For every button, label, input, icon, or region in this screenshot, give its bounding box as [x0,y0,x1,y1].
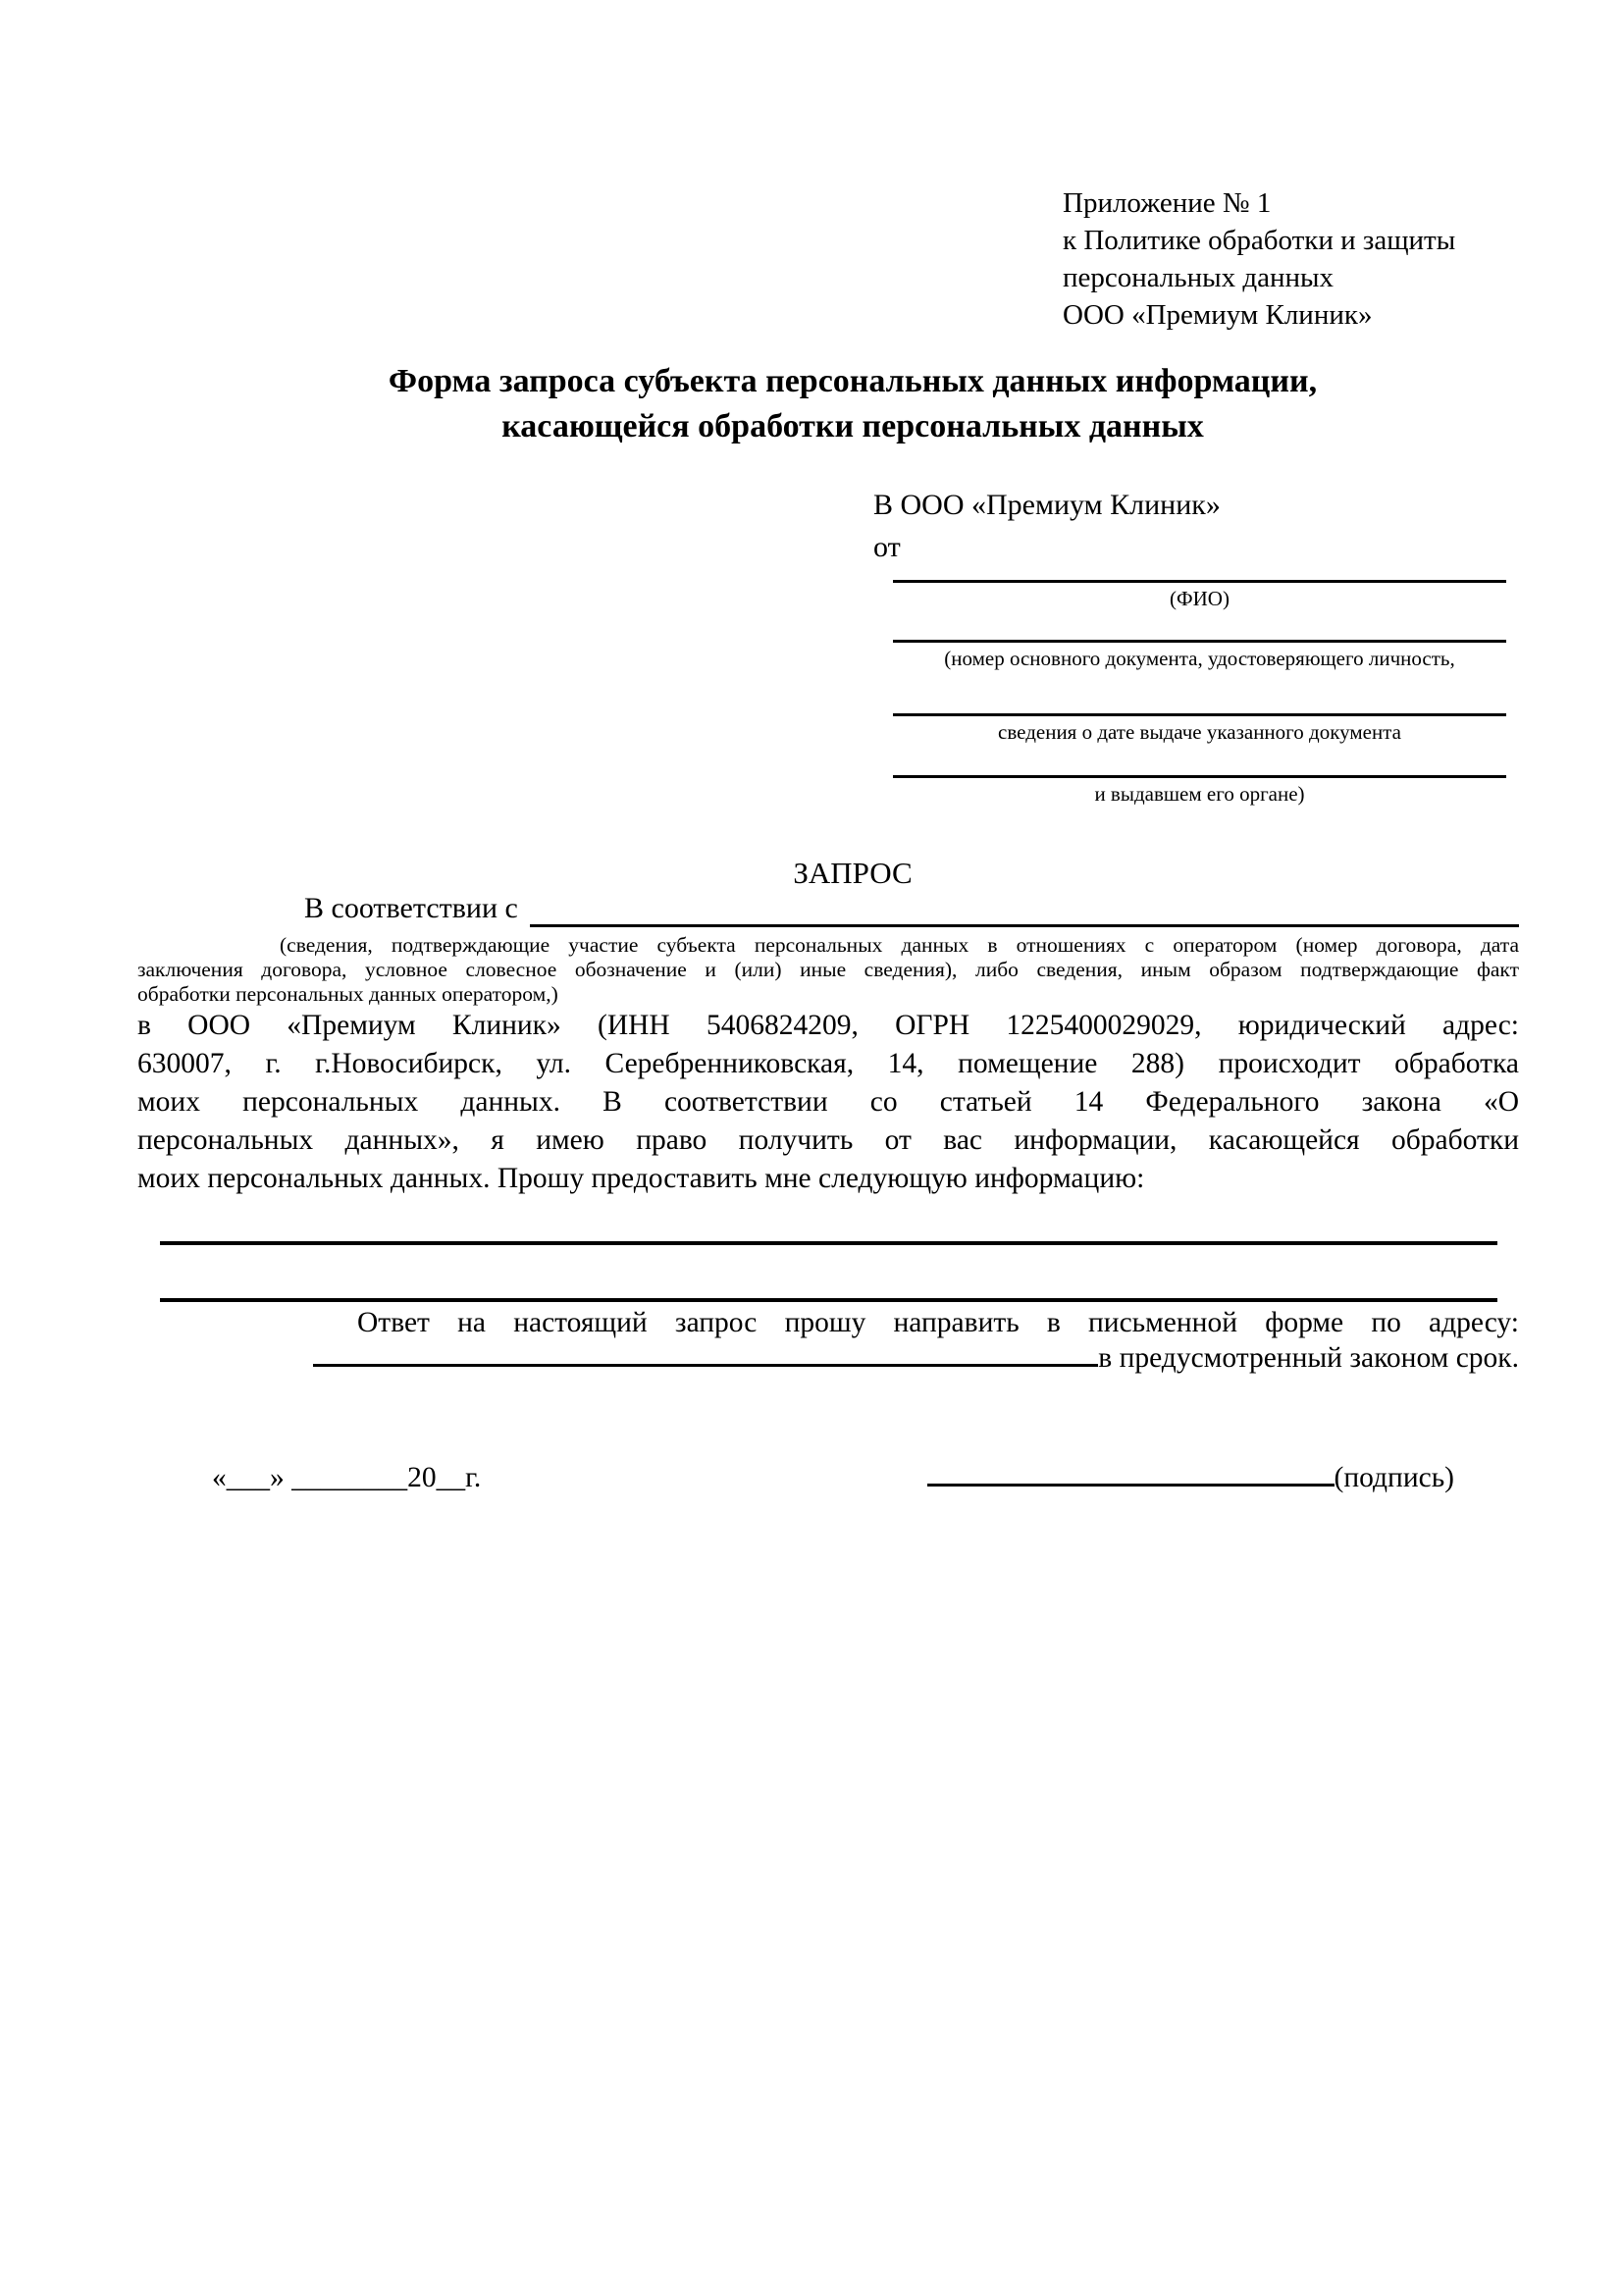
signature-row [137,1462,1519,1494]
annex-line-2: к Политике обработки и защиты [1063,225,1456,256]
signature-blank-line [927,1484,1335,1487]
issue-date-field-caption: сведения о дате выдаче указанного документа [998,720,1401,744]
date-line: «___» ________20__г. [212,1462,482,1493]
body-line-3: моих персональных данных. В соответствии со статьей 14 Федерального закона «О [137,1086,1519,1118]
annex-line-3: персональных данных [1063,262,1335,293]
footnote-line-1: (сведения, подтверждающие участие субъекта персональных данных в отношениях с оператором (номер договора, дата [280,933,1519,957]
annex-line-1: Приложение № 1 [1063,187,1272,219]
paragraph-indent [137,892,304,929]
info-blank-line-2 [160,1298,1497,1302]
document-number-blank-line [893,640,1506,643]
footnote-line-2: заключения договора, условное словесное обозначение и (или) иные сведения), либо сведения, иным образом подтверждающие факт [137,958,1519,981]
info-blank-line-1 [160,1241,1497,1245]
reply-suffix: в предусмотренный законом срок. [1098,1342,1519,1374]
accordance-prefix: В соответствии с [304,892,518,924]
request-body [137,1007,1519,1198]
body-line-4: персональных данных», я имею право получить от вас информации, касающейся обработки [137,1124,1519,1156]
signature-caption: (подпись) [1334,1462,1454,1493]
document-number-field [893,640,1506,670]
document-title-line-1: Форма запроса субъекта персональных данных информации, [388,363,1318,399]
annex-line-4: ООО «Премиум Клиник» [1063,299,1373,331]
fio-field-caption: (ФИО) [1170,587,1230,610]
reply-instruction: Ответ на настоящий запрос прошу направить в письменной форме по адресу: [357,1307,1519,1338]
accordance-line [137,892,1519,929]
signature-group [927,1462,1454,1494]
issue-date-blank-line [893,713,1506,716]
body-line-1: в ООО «Премиум Клиник» (ИНН 5406824209, ОГРН 1225400029029, юридический адрес: [137,1010,1519,1041]
document-number-field-caption: (номер основного документа, удостоверяющего личность, [944,647,1455,670]
reply-address-blank-line [313,1364,1098,1367]
accordance-blank-line [530,892,1519,927]
footnote [137,933,1519,1007]
body-line-5: моих персональных данных. Прошу предоставить мне следующую информацию: [137,1163,1145,1194]
reply-address-line [137,1342,1519,1375]
document-title [186,359,1519,449]
footnote-line-3: обработки персональных данных оператором,) [137,982,558,1006]
document-title-line-2: касающейся обработки персональных данных [501,408,1204,444]
body-line-2: 630007, г. г.Новосибирск, ул. Серебренниковская, 14, помещение 288) происходит обработка [137,1048,1519,1079]
request-heading: ЗАПРОС [793,856,913,890]
annex-block [1063,184,1455,334]
fio-blank-line [893,580,1506,583]
issuing-authority-field-caption: и выдавшем его органе) [1094,782,1305,806]
addressee-from-label: от [873,531,901,563]
fio-field [893,580,1506,610]
issue-date-field [893,713,1506,744]
issuing-authority-field [893,775,1506,806]
issuing-authority-blank-line [893,775,1506,778]
addressee-to: В ООО «Премиум Клиник» [873,489,1221,521]
